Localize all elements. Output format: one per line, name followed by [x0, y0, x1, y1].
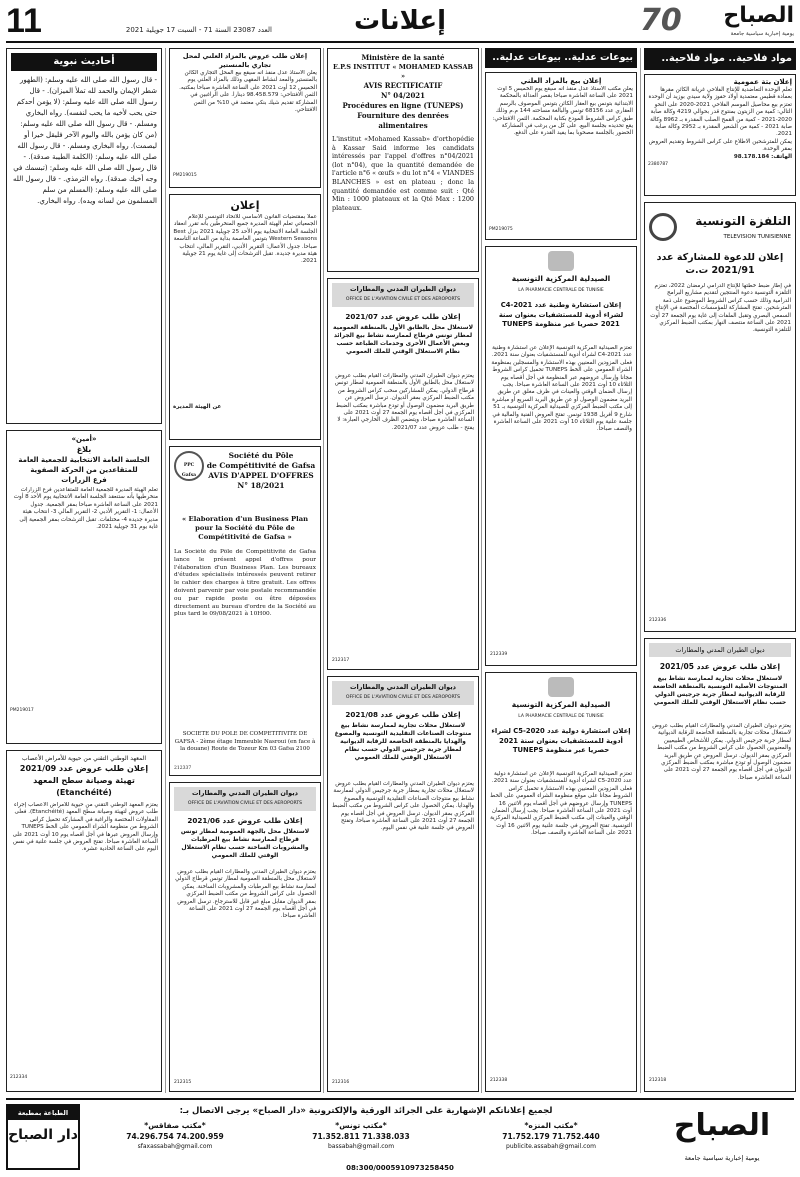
pharmacy-logo-ar: الصيدلية المركزية التونسية: [511, 700, 611, 709]
office-phones: 71.352.811 71.338.033: [312, 1132, 410, 1141]
ad-title: إعلان طلب عروض عدد 2021/06: [187, 816, 303, 825]
tv-logo-icon: [649, 213, 677, 241]
oaca-logo-fr: OFFICE DE L'AVIATION CIVILE ET DES AEROPORTS: [345, 695, 461, 700]
ad-oaca-07: [327, 278, 479, 670]
ad-tender-agri: [644, 74, 796, 196]
oaca-logo: [332, 283, 474, 307]
ad-body: يعتزم ديوان الطيران المدني والمطارات القيام بطلب عروض لاستغلال محلات تجارية بالمنطقة الخاضعة للرقابة الديوانية لمطار جربة جرجيس الدولي. يمكن للأشخاص الطبيعيين والمعنويين الحصول على كراس الشروط من مكتب الضبط المركزي بمقر الديوان. ترسل العروض عن طريق البريد مضمون الوصول أو تودع مباشرة بمكتب الضبط المركزي للديوان في أجل أقصاه يوم الجمعة 27 أوت 2021 على الساعة العاشرة صباحا.: [652, 723, 791, 781]
ad-reference: 212334: [10, 1075, 28, 1080]
gafsa-num: N° 18/2021: [237, 481, 285, 490]
ad-body: تعلم الهيئة المديرة للجمعية العامة للمتقاعدين فرع الزرارات منخرطيها بأنه ستنعقد الجلسة العامة الانتخابية يوم الأحد 8 أوت 2021 على الساعة العاشرة صباحا بمقر الجمعية. جدول الأعمال: 1- التقرير الأدبي 2- التقرير المالي 3- انتخاب هيئة مديرة جديدة 4- مختلفات. تقبل الترشحات بمقر الجمعية إلى غاية يوم 31 جويلية 2021.: [13, 487, 158, 531]
fr-body: L'institut «Mohamed Kassab» d'orthopédie à Kassar Said informe les candidats intéressés par l'appel d'offres n°04/2021 (lot n°04), que la quantité demandée de l'article n°6 « œufs » du lot n°4 « VIANDES BLANCHES » est en plateau ; donc la quantité demandée est comme suit : Qté Min : 1000 plateaux et la Qté Max : 1200 plateaux.: [332, 135, 474, 212]
section-title: إعلانات: [353, 6, 447, 36]
ad-body: يعتزم ديوان الطيران المدني والمطارات القيام بطلب عروض لاستغلال محل بالمنطقة العمومية لمطار تونس قرطاج الدولي لممارسة نشاط بيع المرطبات والمشروبات الساخنة. يمكن الحصول على كراس الشروط من مكتب الضبط المركزي بمقر الديوان مقابل مبلغ غير قابل للاسترجاع. ترسل العروض في أجل أقصاه يوم الجمعة 27 أوت 2021 على الساعة العاشرة صباحا.: [175, 869, 316, 920]
ad-title: إعلان طلب عروض عدد 2021/05: [659, 662, 781, 671]
office-phones: 71.752.179 71.752.440: [502, 1132, 600, 1141]
ad-body: تعلم الوحدة التعاضدية للإنتاج الفلاحي غريانة الكائن مقرها بعمادة قطيس معتمدية أولاد حفوز ولاية سيدي بوزيد أن الوحدة تعتزم بيع محاصيل الموسم الفلاحي 2021-2020 على النحو التالي: كمية من الزيتون بمنتوج قدر بحوالي 4219 وكالة صابة 2020-2021 - كمية من القمح الصلب المقدرة بـ 8962 وكالة صابة 2021 - كمية من الشعير المقدرة بـ 2952 وكالة صابة 2021.: [648, 87, 792, 138]
oaca-logo-ar: ديوان الطيران المدني والمطارات: [191, 789, 299, 797]
tv-logo-en: TELEVISION TUNISIENNE: [723, 234, 791, 240]
ad-oaca-08: [327, 676, 479, 1092]
ad-retirees: [6, 430, 162, 744]
ad-reference: 212317: [332, 658, 350, 663]
footer-brand-name: الصباح: [673, 1108, 771, 1143]
column-divider: [481, 48, 482, 1093]
brand-name: الصباح: [723, 3, 794, 28]
ad-reference: 212318: [649, 1078, 667, 1083]
oaca-logo-fr: OFFICE DE L'AVIATION CIVILE ET DES AEROPORTS: [345, 297, 461, 302]
gafsa-address: SOCIETE DU POLE DE COMPETITIVITE DE GAFSA - 2ème étage Immeuble Nasroui (en face à la douane) Route de Tozeur Km 03 Gafsa 2100: [174, 731, 316, 753]
column-judicial: [485, 48, 637, 1093]
pharmacy-logo-en: LA PHARMACIE CENTRALE DE TUNISIE: [518, 288, 604, 293]
gafsa-title-1: Société du Pôle: [228, 451, 294, 460]
office-name: *مكتب صفاقس*: [144, 1121, 206, 1130]
ad-header: المعهد الوطني التقني من حيوية للأمراض الأعصاب: [21, 755, 147, 762]
pharmacy-logo: [490, 251, 632, 297]
ad-reference: 212339: [490, 652, 508, 657]
pharmacy-logo: [490, 677, 632, 723]
office-menzah: [458, 1120, 644, 1160]
ad-reference: PM219015: [173, 173, 197, 178]
ad-reference: PM219017: [10, 708, 34, 713]
oaca-logo: [174, 787, 316, 811]
ad-title: إعلان طلب عروض عدد 2021/08: [345, 710, 461, 719]
ad-body: يعتزم ديوان الطيران المدني والمطارات القيام بطلب عروض لاستغلال محلات تجارية بمطار جربة جرجيس الدولي لممارسة نشاط بيع منتوجات الصناعات التقليدية التونسية والمصوغ والهدايا. يمكن الحصول على كراس الشروط من مكتب الضبط المركزي بمقر الديوان. ترسل العروض في أجل أقصاه يوم الجمعة 27 أوت 2021 على الساعة العاشرة صباحا، وتفتح العروض في جلسة علنية في نفس اليوم.: [332, 781, 474, 832]
office-email: bassabah@gmail.com: [327, 1143, 395, 1150]
tv-logo: [649, 207, 791, 247]
ad-body: تعتزم الصيدلية المركزية التونسية الإعلان عن استشارة دولية عدد 2020-C5 لشراء أدوية للمستشفيات بعنوان سنة 2021. فعلى المزودين المعنيين بهذه الاستشارة تحميل كراس الشروط مجانا على موقع منظومة الشراء العمومي على الخط TUNEPS وإرسال عروضهم في أجل أقصاه يوم الاثنين 16 أوت 2021 على الساعة العاشرة صباحا. يجب إرسال الضمان الوقتي والعينات إلى مكتب الضبط المركزي للصيدلية المركزية التونسية. تفتح العروض في جلسة علنية يوم الاثنين 16 أوت 2021 على الساعة العاشرة والنصف صباحا.: [490, 771, 632, 837]
office-phones: 74.296.754 74.200.959: [126, 1132, 224, 1141]
footer-bottom-line: 08:300/0005910973258450: [346, 1164, 454, 1172]
oaca-logo-ar: ديوان الطيران المدني والمطارات: [349, 285, 457, 293]
ad-oaca-06: [169, 782, 321, 1092]
ad-signature: عن الهيئة المديرة: [173, 404, 222, 410]
ad-subtitle: لاستغلال محل بالجهة العمومية لمطار تونس قرطاج لممارسة نشاط بيع المرطبات والمشروبات الساخنة حسب نظام الاستغلال الوقتي للملك العمومي: [180, 828, 310, 859]
ad-title: إعلان بيع بالمزاد العلني: [520, 77, 602, 85]
column-misc: [169, 48, 321, 1093]
ad-reference: 2380787: [648, 162, 669, 168]
ad-tv-call: [644, 202, 796, 632]
pharmacy-logo-icon: [548, 251, 574, 271]
oaca-logo-fr: OFFICE DE L'AVIATION CIVILE ET DES AEROPORTS: [187, 801, 303, 806]
pharmacy-logo-ar: الصيدلية المركزية التونسية: [511, 274, 611, 283]
office-email: sfaxassabah@gmail.com: [137, 1143, 213, 1150]
page-header: [0, 0, 800, 42]
ad-kassab: [327, 48, 479, 272]
ad-reference: PM219075: [489, 227, 513, 232]
ad-title: إعلان طلب عروض بالمزاد العلني لمحل تجاري بالمنستير: [182, 52, 308, 69]
ad-association: [169, 194, 321, 440]
ad-reference: 212315: [174, 1080, 192, 1085]
ad-body: يمكن للمترشحين الاطلاع على كراس الشروط وتقديم العروض بمقر الوحدة.: [648, 138, 792, 153]
ad-body: يعلن مكتب الأستاذ عدل منفذ أنه سيقع يوم الخميس 5 أوت 2021 على الساعة العاشرة صباحا بقصر العدالة بالمحكمة الابتدائية بتونس بيع العقار الكائن بتونس الموصوف بالرسم العقاري عدد 68156 تونس والبالغة مساحته 144 م.م وذلك طبق كراس الشروط المودع بكتابة المحكمة. الثمن الافتتاحي: يقع تحديده بجلسة البيع. على كل من يرغب في المشاركة الحضور بالجلسة مصحوبا بما يفيد القدرة على الدفع.: [492, 86, 633, 137]
print-label: الطباعة بمطبعة: [8, 1106, 78, 1120]
ad-oaca-05: [644, 638, 796, 1092]
pharmacy-logo-icon: [548, 677, 574, 697]
ad-body: يعلن الأستاذ عدل منفذ أنه سيقع بيع المحل التجاري الكائن بالمنستير والمعد لنشاط المقهى وذلك بالمزاد العلني يوم الخميس 12 أوت 2021 على الساعة العاشرة صباحا بمكتبه. الثمن الافتتاحي: 98.458.579 دينارا. على الراغبين في المشاركة تقديم شيك بنكي معتمد في 10% من الثمن الافتتاحي.: [179, 70, 317, 114]
ad-title: إعلان طلب عروض عدد 2021/09: [19, 764, 149, 773]
ad-gafsa: [169, 446, 321, 776]
page-number: 11: [6, 2, 42, 40]
hadith-box: [6, 48, 162, 424]
hadith-body: - قال رسول الله صلى الله عليه وسلم: (الطهور شطر الإيمان والحمد لله تملأ الميزان). - قال رسول الله صلى الله عليه وسلم: (لا يؤمن أحدكم حتى يحب لأخيه ما يحب لنفسه). رواه البخاري ومسلم. - قال رسول الله صلى الله عليه وسلم: (من كان يؤمن بالله واليوم الآخر فليقل خيرا أو ليصمت). رواه البخاري ومسلم. - قال رسول الله صلى الله عليه وسلم: (الكلمة الطيبة صدقة). - قال رسول الله صلى الله عليه وسلم: (تبسمك في وجه أخيك صدقة). رواه الترمذي. - قال رسول الله صلى الله عليه وسلم: (المسلم من سلم المسلمون من لسانه ويده). رواه البخاري.: [13, 76, 157, 205]
gafsa-title-2: de Compétitivité de Gafsa: [206, 461, 316, 470]
issue-line: العدد 23087 السنة 71 - السبت 17 جويلية 2021: [125, 26, 272, 34]
column-health-oaca: [327, 48, 479, 1093]
office-tunis: [268, 1120, 454, 1160]
ad-title: إعلان طلب عروض عدد 2021/07: [345, 312, 461, 321]
ad-auction: [485, 72, 637, 240]
ad-subtitle: تهيئة وصيانة سطح المعهد (Etanchéité): [33, 776, 135, 797]
ad-contact: الهاتف: 98.178.184: [733, 153, 792, 160]
oaca-logo: [332, 681, 474, 705]
ad-title: إعلان استشارة وطنية عدد 2021-C4 لشراء أدوية للمستشفيات بعنوان سنة 2021 حصريا عبر منظومة TUNEPS: [498, 301, 624, 328]
oaca-header: ديوان الطيران المدني والمطارات: [649, 643, 791, 657]
ad-subtitle: لاستغلال محل بالطابق الأول بالمنطقة العمومية لمطار تونس قرطاج لممارسة نشاط بيع الجرائد وبعض الأعمال الأخرى وخدمات الطباعة حسب نظام الاستغلال الوقتي للملك العمومي: [332, 324, 474, 355]
ad-pharmacy-c5: [485, 672, 637, 1092]
fr-proc: Procédures en ligne (TUNEPS): [342, 101, 464, 110]
footer-contact-title: لجميع إعلاناتكم الإشهارية على الجرائد الورقية والإلكترونية «دار الصباح» يرجى الاتصال بـ:: [179, 1106, 553, 1116]
ad-reference: 212337: [174, 766, 192, 771]
ad-title: إعلان بتة عمومية: [733, 78, 792, 86]
column-agri: [644, 48, 796, 1093]
column-hadith: [6, 48, 162, 1093]
ad-subtitle: لاستغلال محلات تجارية لممارسة نشاط بيع المنتوجات الأصلية التونسية بالمنطقة الخاضعة للرقابة الديوانية لمطار جربة جرجيس الدولي حسب نظام الاستغلال الوقتي للملك العمومي: [652, 675, 788, 706]
oaca-logo-ar: ديوان الطيران المدني والمطارات: [349, 683, 457, 691]
page-footer: [0, 1098, 800, 1177]
ad-subtitle: لاستغلال محلات تجارية لممارسة نشاط بيع منتوجات الصناعات التقليدية التونسية والمصوغ والهدايا بالمنطقة الخاضعة للرقابة الديوانية لمطار جربة جرجيس الدولي حسب نظام الاستغلال الوقتي للملك العمومي: [334, 722, 472, 761]
gafsa-subject: « Elaboration d'un Business Plan pour la Société du Pôle de Compétitivité de Gafsa »: [181, 515, 309, 541]
office-sfax: [86, 1120, 264, 1160]
ad-body: تعتزم الصيدلية المركزية التونسية الإعلان عن استشارة وطنية عدد 2021-C4 لشراء أدوية للمستشفيات بعنوان سنة 2021. فعلى المزودين المعنيين بهذه الاستشارة والمسجلين بمنظومة الشراء العمومي على الخط TUNEPS تحميل كراس الشروط مجانا وإرسال عروضهم عبر المنظومة في أجل أقصاه يوم الثلاثاء 10 أوت 2021 على الساعة العاشرة صباحا. يجب إرسال الضمان الوقتي والعينات في ظرف مغلق عن طريق البريد مضمون الوصول أو عن طريق البريد السريع أو مباشرة إلى مكتب الضبط المركزي للصيدلية المركزية التونسية بـ 51 شارع 9 أفريل 1938 تونس. تفتح العروض الفنية والمالية في جلسة علنية يوم الثلاثاء 10 أوت 2021 على الساعة العاشرة والنصف صباحا.: [491, 345, 632, 433]
banner-judicial: بيوعات عدلية.. بيوعات عدلية..: [485, 48, 637, 68]
ad-body: يعتزم ديوان الطيران المدني والمطارات القيام بطلب عروض لاستغلال محل بالطابق الأول بالمنطقة العمومية لمطار تونس قرطاج الدولي. يمكن للمشاركين سحب كراس الشروط من مكتب الضبط المركزي بمقر الديوان. ترسل العروض عن طريق البريد مضمون الوصول أو تودع مباشرة بمكتب الضبط المركزي في أجل أقصاه يوم الجمعة 27 أوت 2021 على الساعة العاشرة صباحا، ويتضمن الظرف الخارجي العبارة: لا يفتح - طلب عروض عدد 2021/07.: [334, 373, 474, 431]
ad-pharmacy-c4: [485, 246, 637, 666]
office-name: *مكتب تونس*: [335, 1121, 387, 1130]
print-brand: دار الصباح: [8, 1127, 78, 1143]
ad-heading: «أمين»: [71, 435, 97, 443]
ad-subtitle: الجلسة العامة الانتخابية للجمعية العامة للمتقاعدين من الحركة الصفوية: [18, 456, 150, 474]
fr-num: N° 04/2021: [380, 91, 426, 100]
fr-ministry: Ministère de la santé: [361, 53, 445, 62]
gafsa-logo: [174, 451, 204, 481]
ad-reference: 212336: [649, 618, 667, 623]
print-box: [6, 1104, 80, 1170]
footer-rule: [6, 1098, 794, 1100]
ad-body: في إطار ضبط خطتها للإنتاج الدرامي لرمضان 2022، تعتزم التلفزة التونسية دعوة المنتجين لتقديم مشاريع البرامج الدرامية وذلك حسب كراس الشروط الموضوع على ذمة المترشحين. تفتح المشاركة للمؤسسات المختصة في الإنتاج السمعي البصري وتقبل الملفات إلى غاية يوم الجمعة 27 أوت 2021 على الساعة منتصف النهار بمكتب الضبط المركزي للتلفزة التونسية.: [650, 283, 791, 334]
column-divider: [165, 48, 166, 1093]
ad-title: إعلان: [230, 199, 260, 212]
banner-agri: مواد فلاحية.. مواد فلاحية..: [644, 48, 796, 70]
ad-subtitle-2: فرع الزرارات: [61, 476, 107, 484]
fr-subject: Fourniture des denrées alimentaires: [357, 111, 449, 130]
ad-title: إعلان استشارة دولية عدد 2020-C5 لشراء أدوية للمستشفيات بعنوان سنة 2021 حصريا عبر منظومة TUNEPS: [491, 727, 631, 754]
brand-tagline: يومية إخبارية سياسية جامعة: [730, 31, 794, 37]
ad-body: يعتزم المعهد الوطني التقني من حيوية للأمراض الأعصاب إجراء طلب عروض لتهيئة وصيانة سطح المعهد (Etanchéité). فعلى المقاولات المختصة والراغبة في المشاركة تحميل كراس الشروط من منظومة الشراء العمومي على الخط TUNEPS وإرسال العروض عبرها في أجل أقصاه يوم 10 أوت 2021 على الساعة العاشرة صباحا. تفتح العروض في جلسة علنية في نفس اليوم على الساعة الحادية عشرة.: [12, 802, 158, 853]
gafsa-avis: AVIS D'APPEL D'OFFRES: [208, 471, 314, 480]
brand-logo: [640, 2, 794, 40]
fr-avis: AVIS RECTIFICATIF: [363, 81, 443, 90]
header-rule: [6, 41, 794, 43]
pharmacy-logo-en: LA PHARMACIE CENTRALE DE TUNISIE: [518, 714, 604, 719]
gafsa-body: La Société du Pôle de Compétitivité de Gafsa lance le présent appel d'offres pour l'élaboration d'un Business Plan. Les bureaux d'études spécialisés intéressés peuvent retirer le cahier des charges à titre gratuit. Les offres doivent parvenir par voie postale recommandée ou par rapide poste ou être déposées directement au bureau d'ordre de la Société au plus tard le 09/08/2021 à 10H00.: [174, 549, 316, 618]
office-name: *مكتب المنزه*: [524, 1121, 578, 1130]
gafsa-title: [206, 451, 316, 511]
column-divider: [323, 48, 324, 1093]
ad-reference: 212316: [332, 1080, 350, 1085]
footer-brand-tagline: يومية إخبارية سياسية جامعة: [684, 1154, 760, 1162]
hadith-title: أحاديث نبوية: [11, 53, 157, 71]
column-divider: [640, 48, 641, 1093]
tv-logo-ar: التلفزة التونسية: [695, 214, 791, 228]
ad-monastir: [169, 48, 321, 188]
ad-neuro-institute: [6, 750, 162, 1092]
ad-title: إعلان للدعوة للمشاركة عدد 2021/91 ت.ت: [656, 252, 784, 276]
ad-body: عملا بمقتضيات القانون الأساسي للاتحاد التونسي للإعلام الجمعياتي تعلم الهيئة المديرة جميع المنخرطين بأنه تقرر انعقاد الجلسة العامة الانتخابية يوم الأحد 25 جويلية 2021 بنزل Best Western Seasons بتونس العاصمة بداية من الساعة التاسعة صباحا. جدول الأعمال: التقرير الأدبي، التقرير المالي، انتخاب هيئة مديرة جديدة. تقبل الترشحات إلى غاية يوم 21 جويلية 2021.: [173, 214, 317, 265]
ad-title: بلاغ: [76, 445, 92, 454]
footer-brand: [650, 1104, 794, 1172]
brand-years: 70: [640, 3, 682, 38]
gafsa-logo-text: PPC Gafsa: [181, 463, 197, 478]
ad-reference: 212338: [490, 1078, 508, 1083]
fr-hospital: E.P.S INSTITUT « MOHAMED KASSAB »: [332, 63, 474, 80]
office-email: publicite.assabah@gmail.com: [506, 1143, 596, 1150]
